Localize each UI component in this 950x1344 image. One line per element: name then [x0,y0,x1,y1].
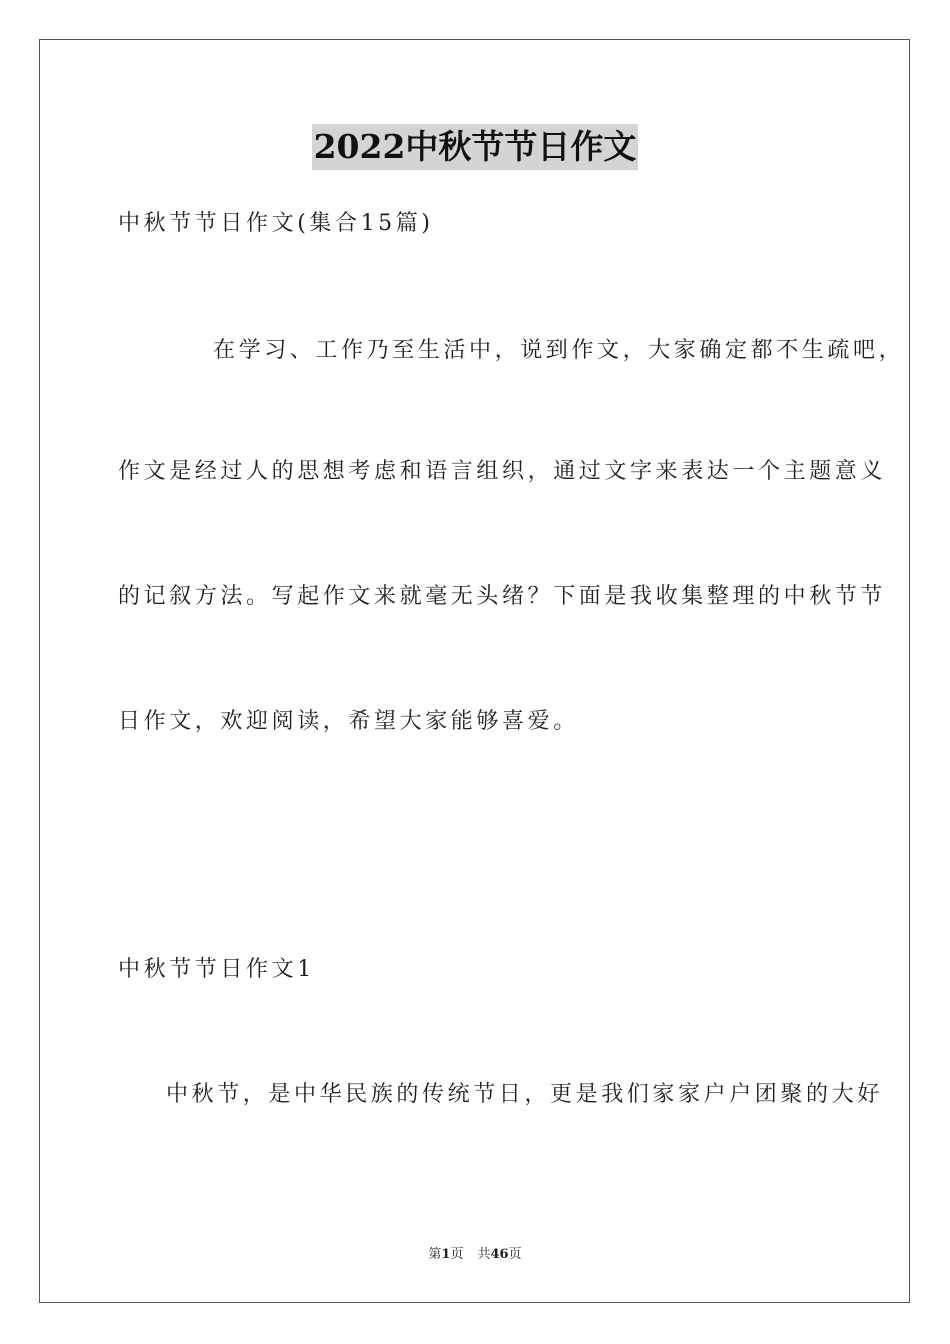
page-footer [0,1246,950,1264]
page-unit: 页 [450,1247,464,1262]
document-subtitle: 中秋节节日作文(集合15篇) [118,211,434,236]
intro-line-1: 在学习、工作乃至生活中，说到作文，大家确定都不生疏吧， [213,338,905,363]
intro-line-4: 日作文，欢迎阅读，希望大家能够喜爱。 [118,709,579,734]
section-line-1: 中秋节，是中华民族的传统节日，更是我们家家户户团聚的大好 [166,1082,883,1107]
section-heading: 中秋节节日作文1 [118,957,315,982]
total-unit: 页 [508,1247,522,1262]
page-prefix: 第 [428,1247,442,1262]
page-total-number: 46 [490,1247,509,1262]
intro-line-3: 的记叙方法。写起作文来就毫无头绪？下面是我收集整理的中秋节节 [118,584,887,609]
page-current-number: 1 [441,1247,451,1262]
total-prefix: 共 [477,1247,491,1262]
document-title: 2022中秋节节日作文 [312,124,639,170]
title-container [0,124,950,170]
intro-line-2: 作文是经过人的思想考虑和语言组织，通过文字来表达一个主题意义 [118,459,887,484]
